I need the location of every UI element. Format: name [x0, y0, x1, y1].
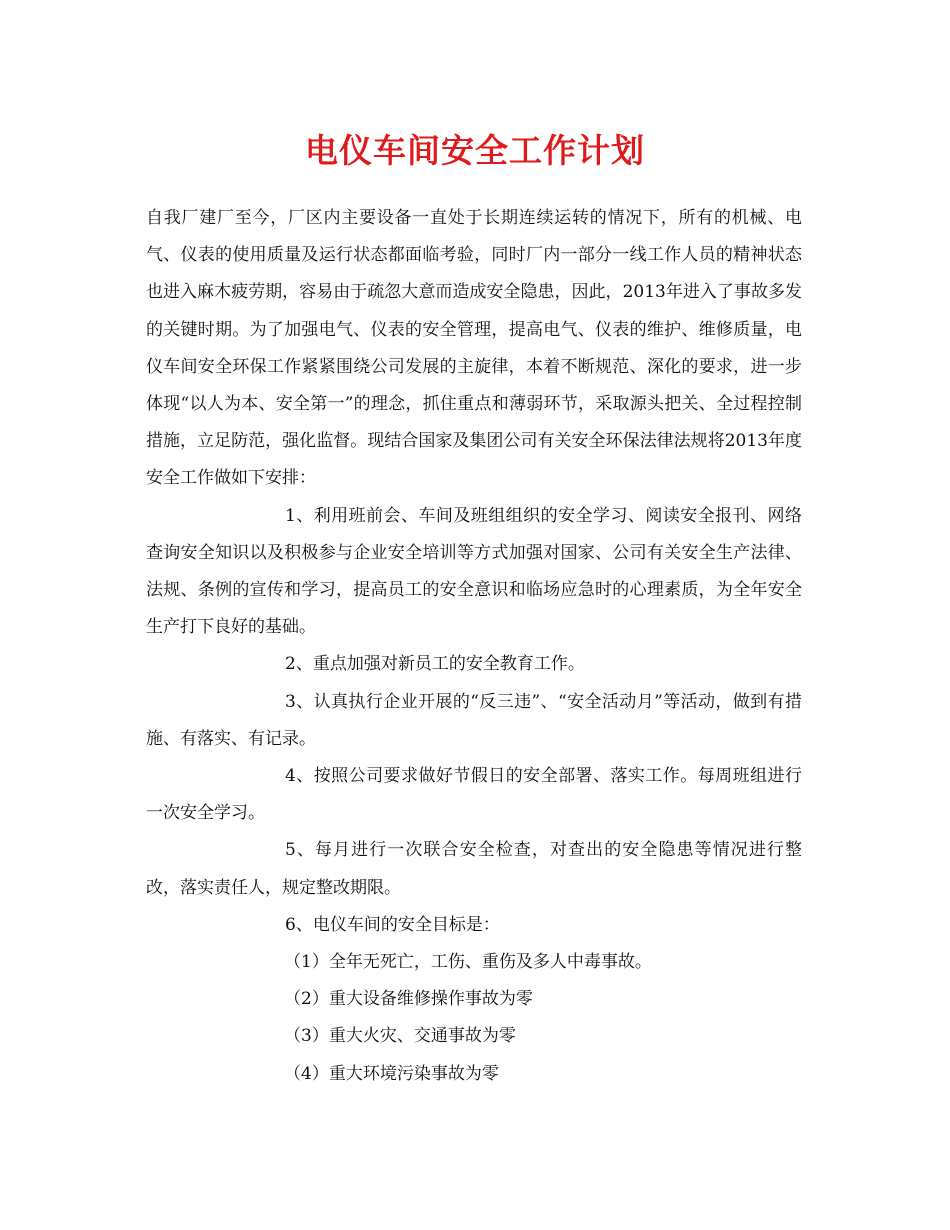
target-item-1: （1）全年无死亡，工伤、重伤及多人中毒事故。	[284, 952, 652, 973]
target-item-4: （4）重大环境污染事故为零	[284, 1063, 499, 1084]
intro-paragraph: 自我厂建厂至今，厂区内主要设备一直处于长期连续运转的情况下，所有的机械、电气、仪表的使用质量及运行状态都面临考验，同时厂内一部分一线工作人员的精神状态也进入麻木疲劳期，容易由于疏忽大意而造成安全隐患，因此，2013年进入了事故多发的关键时期。为了加强电气、仪表的安全管理，提高电气、仪表的维护、维修质量，电仪车间安全环保工作紧紧围绕公司发展的主旋律，本着不断规范、深化的要求，进一步体现“以人为本、安全第一”的理念，抓住重点和薄弱环节，采取源头把关、全过程控制措施，立足防范，强化监督。现结合国家及集团公司有关安全环保法律法规将2013年度安全工作做如下安排：	[146, 208, 802, 489]
plan-item-5: 5、每月进行一次联合安全检查，对查出的安全隐患等情况进行整改，落实责任人，规定整改期限。	[146, 840, 802, 898]
plan-item-2: 2、重点加强对新员工的安全教育工作。	[285, 654, 585, 675]
plan-item-1: 1、利用班前会、车间及班组组织的安全学习、阅读安全报刊、网络查询安全知识以及积极参与企业安全培训等方式加强对国家、公司有关安全生产法律、法规、条例的宣传和学习，提高员工的安全意识和临场应急时的心理素质，为全年安全生产打下良好的基础。	[146, 505, 802, 638]
document-title: 电仪车间安全工作计划	[305, 131, 645, 170]
document-body	[146, 200, 802, 1093]
plan-item-4: 4、按照公司要求做好节假日的安全部署、落实工作。每周班组进行一次安全学习。	[146, 766, 802, 824]
target-item-3: （3）重大火灾、交通事故为零	[284, 1026, 516, 1047]
plan-item-6: 6、电仪车间的安全目标是：	[285, 914, 500, 935]
plan-item-3: 3、认真执行企业开展的“反三违”、“安全活动月”等活动，做到有措施、有落实、有记录。	[146, 691, 802, 749]
target-item-2: （2）重大设备维修操作事故为零	[284, 989, 533, 1010]
